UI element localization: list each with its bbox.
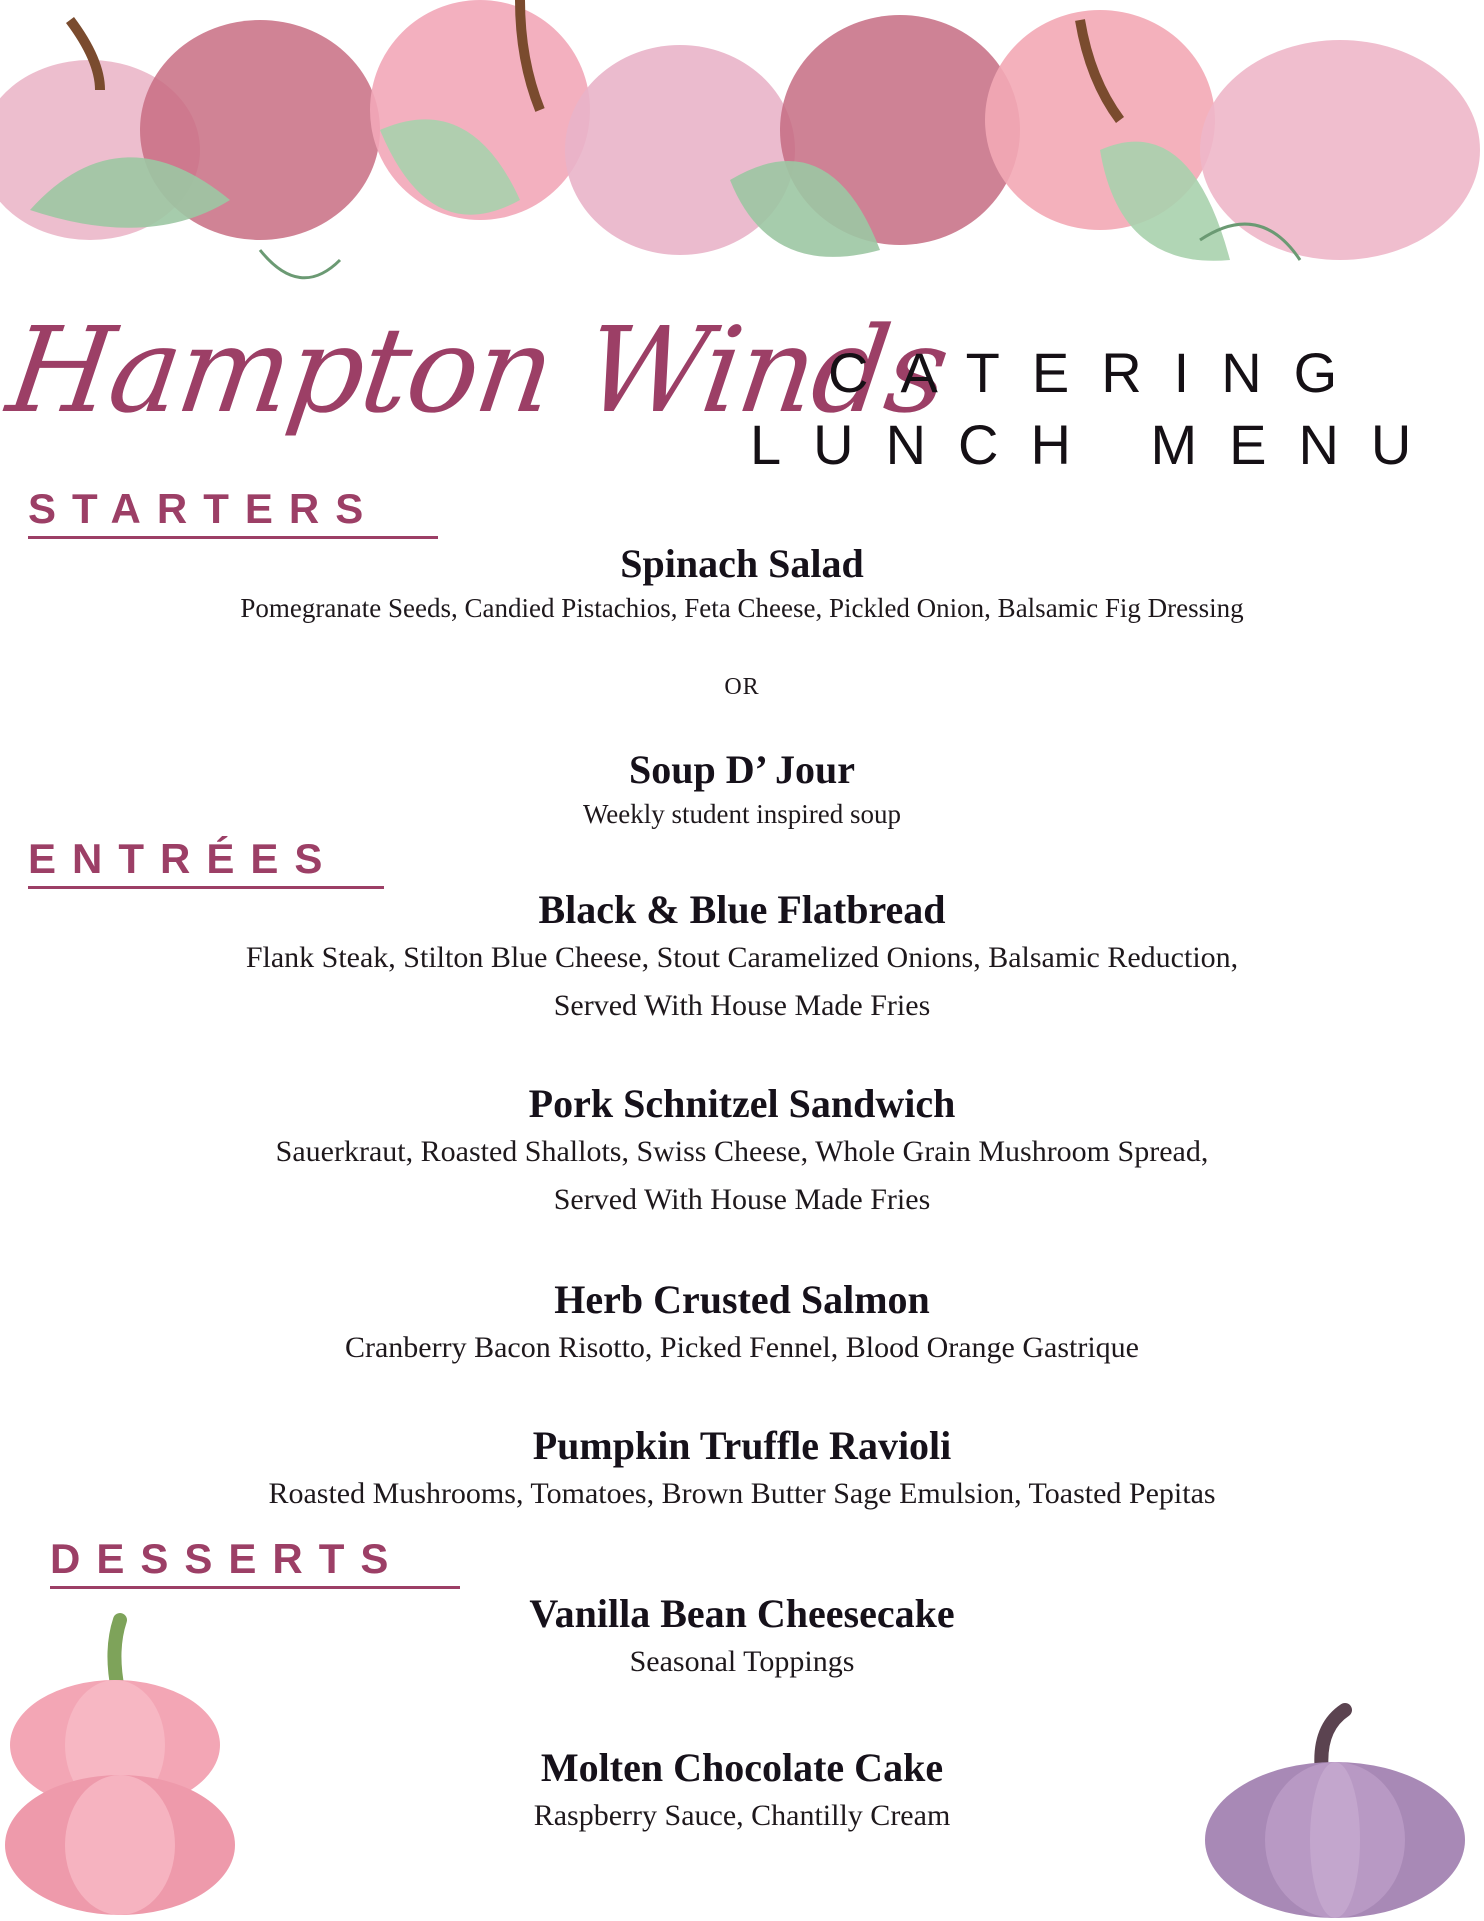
item-description: Pomegranate Seeds, Candied Pistachios, Feta Cheese, Pickled Onion, Balsamic Fig Dressing: [240, 593, 1244, 623]
item-name: Herb Crusted Salmon: [554, 1277, 930, 1322]
item-description-line-2: Served With House Made Fries: [553, 989, 931, 1022]
section-header-entrees: ENTRÉES: [28, 836, 384, 889]
title-catering: CATERING: [828, 341, 1370, 404]
item-name: Spinach Salad: [620, 541, 864, 586]
menu-item-herb-crusted-salmon: [0, 1276, 1484, 1372]
item-description: Raspberry Sauce, Chantilly Cream: [533, 1799, 951, 1832]
item-description: Roasted Mushrooms, Tomatoes, Brown Butter Sage Emulsion, Toasted Pepitas: [268, 1477, 1216, 1510]
item-description: Seasonal Toppings: [629, 1645, 855, 1678]
item-name: Pork Schnitzel Sandwich: [528, 1081, 956, 1126]
menu-item-spinach-salad: [0, 540, 1484, 628]
pumpkin-garland-shapes: [0, 0, 1480, 278]
item-name: Molten Chocolate Cake: [540, 1745, 944, 1790]
purple-pumpkin-icon: [1195, 1690, 1475, 1920]
item-description-line-2: Served With House Made Fries: [553, 1183, 931, 1216]
item-description-line-1: Sauerkraut, Roasted Shallots, Swiss Cheese, Whole Grain Mushroom Spread,: [275, 1135, 1209, 1168]
item-name: Vanilla Bean Cheesecake: [529, 1591, 955, 1636]
item-description-line-1: Flank Steak, Stilton Blue Cheese, Stout Caramelized Onions, Balsamic Reduction,: [245, 941, 1239, 974]
menu-item-pork-schnitzel-sandwich: [0, 1080, 1484, 1224]
item-name: Black & Blue Flatbread: [538, 887, 946, 932]
menu-item-soup-d-jour: [0, 746, 1484, 834]
or-separator: OR: [724, 674, 760, 700]
item-description: Cranberry Bacon Risotto, Picked Fennel, Blood Orange Gastrique: [344, 1331, 1139, 1364]
pink-stacked-pumpkin-icon: [0, 1610, 240, 1920]
section-header-starters: STARTERS: [28, 486, 438, 539]
section-header-desserts: DESSERTS: [50, 1536, 460, 1589]
logo-hampton-winds: Hampton Winds: [0, 301, 956, 439]
item-name: Soup D’ Jour: [629, 747, 855, 792]
menu-item-black-blue-flatbread: [0, 886, 1484, 1030]
menu-item-pumpkin-truffle-ravioli: [0, 1422, 1484, 1518]
item-name: Pumpkin Truffle Ravioli: [532, 1423, 952, 1468]
title-lunch-menu: LUNCH MENU: [750, 413, 1444, 476]
item-description: Weekly student inspired soup: [582, 799, 902, 829]
